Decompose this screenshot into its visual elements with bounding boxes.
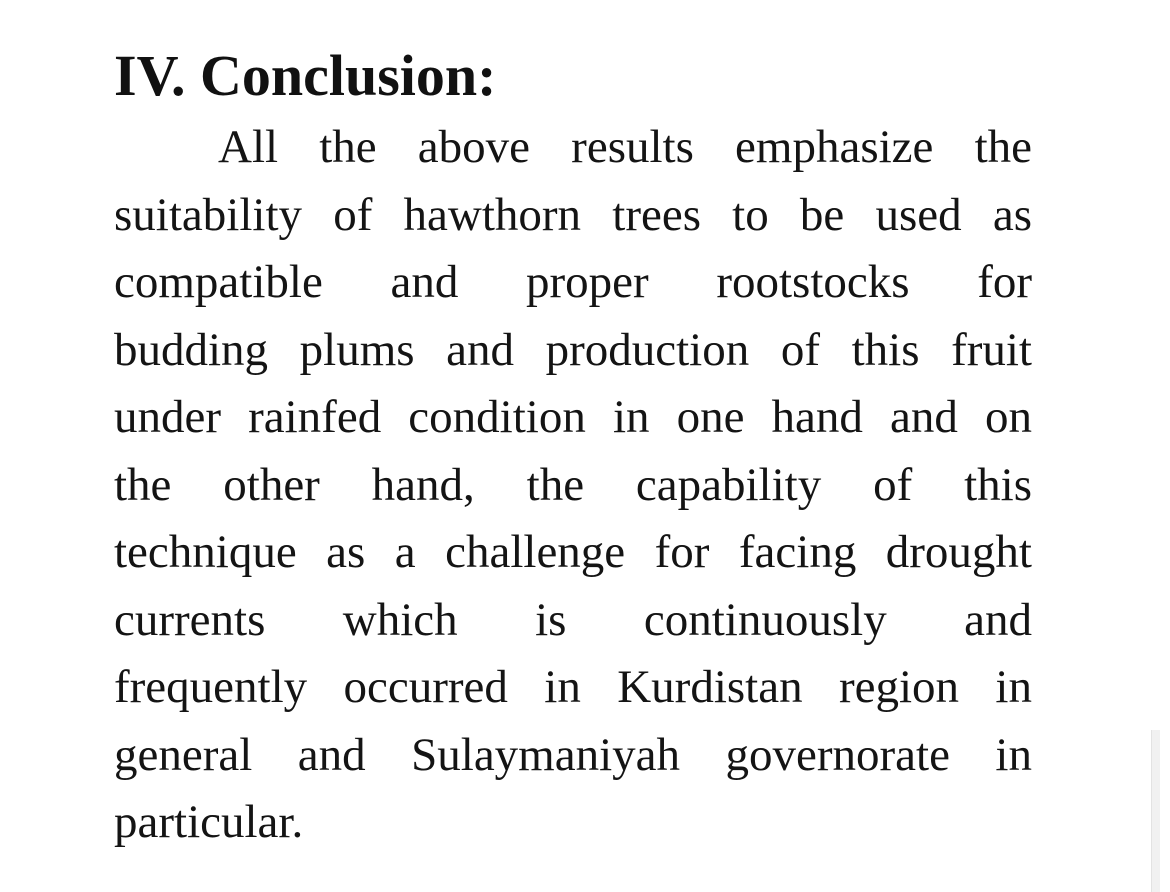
paragraph-line: frequently occurred in Kurdistan region in xyxy=(114,661,1032,713)
document-page xyxy=(114,38,1032,857)
paragraph-line: technique as a challenge for facing drought xyxy=(114,526,1032,578)
paragraph-line: general and Sulaymaniyah governorate in xyxy=(114,728,1032,781)
vertical-scrollbar[interactable] xyxy=(1151,730,1160,892)
conclusion-paragraph xyxy=(114,114,1032,857)
paragraph-line: compatible and proper rootstocks for xyxy=(114,256,1032,308)
paragraph-line: budding plums and production of this fruit xyxy=(114,323,1032,376)
paragraph-line: currents which is continuously and xyxy=(114,593,1032,646)
paragraph-line: suitability of hawthorn trees to be used as xyxy=(114,188,1032,241)
paragraph-line: particular. xyxy=(114,796,304,848)
paragraph-line: All the above results emphasize the xyxy=(218,121,1032,173)
paragraph-line: the other hand, the capability of this xyxy=(114,458,1032,511)
paragraph-line: under rainfed condition in one hand and on xyxy=(114,391,1032,443)
section-heading: IV. Conclusion: xyxy=(114,43,497,108)
